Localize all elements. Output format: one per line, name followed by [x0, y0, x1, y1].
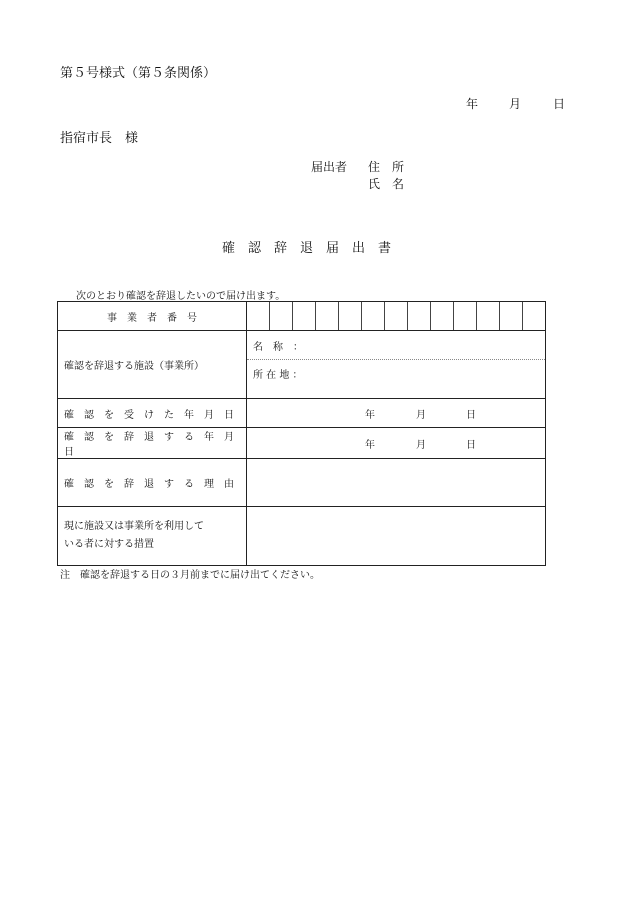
- digit-box[interactable]: [430, 302, 453, 330]
- applicant-name-label: 氏 名: [368, 177, 405, 191]
- withdraw-date-label-cell: [58, 428, 247, 459]
- business-number-label-cell: [58, 302, 247, 331]
- applicant-role-label: 届出者: [311, 160, 348, 174]
- digit-box[interactable]: [453, 302, 476, 330]
- measures-field[interactable]: [247, 507, 546, 566]
- withdraw-date-field[interactable]: [247, 428, 546, 459]
- header-date-year: 年: [466, 97, 479, 111]
- facility-label-cell: [58, 331, 247, 399]
- facility-name-field[interactable]: [247, 331, 545, 360]
- addressee: 指宿市長 様: [60, 131, 139, 146]
- measures-label-line2: いる者に対する措置: [64, 539, 154, 550]
- reason-label-cell: [58, 459, 247, 507]
- intro-text: 次のとおり確認を辞退したいので届け出ます。: [76, 291, 286, 302]
- digit-box[interactable]: [476, 302, 499, 330]
- digit-box[interactable]: [384, 302, 407, 330]
- facility-name-label: 名 称 ：: [253, 341, 303, 353]
- applicant-address-label: 住 所: [368, 160, 405, 174]
- header-date-day: 日: [553, 97, 566, 111]
- business-number-field[interactable]: [247, 302, 546, 331]
- digit-box[interactable]: [247, 302, 269, 330]
- received-date-label-cell: [58, 399, 247, 428]
- digit-box[interactable]: [269, 302, 292, 330]
- header-date-month: 月: [509, 97, 522, 111]
- reason-label: 確 認 を 辞 退 す る 理 由: [64, 479, 234, 490]
- note-text: 注 確認を辞退する日の３月前までに届け出てください。: [60, 570, 320, 581]
- measures-label-line1: 現に施設又は事業所を利用して: [64, 521, 204, 532]
- facility-address-field[interactable]: [247, 360, 545, 398]
- digit-box[interactable]: [407, 302, 430, 330]
- business-number-label: 事 業 者 番 号: [107, 312, 197, 324]
- withdraw-date-day: 日: [466, 440, 476, 451]
- digit-box[interactable]: [315, 302, 338, 330]
- facility-field: [247, 331, 546, 399]
- digit-box[interactable]: [522, 302, 545, 330]
- digit-box[interactable]: [361, 302, 384, 330]
- received-date-month: 月: [416, 410, 426, 421]
- form-number: 第５号様式（第５条関係）: [60, 66, 217, 81]
- business-number-digit-boxes: [247, 302, 545, 330]
- withdraw-date-month: 月: [416, 440, 426, 451]
- reason-field[interactable]: [247, 459, 546, 507]
- facility-address-label: 所 在 地 ：: [253, 370, 303, 381]
- digit-box[interactable]: [292, 302, 315, 330]
- received-date-label: 確 認 を 受 け た 年 月 日: [64, 409, 234, 421]
- digit-box[interactable]: [499, 302, 522, 330]
- document-title: 確 認 辞 退 届 出 書: [222, 241, 392, 256]
- form-table: [57, 301, 546, 563]
- digit-box[interactable]: [338, 302, 361, 330]
- withdraw-date-label: 確 認 を 辞 退 す る 年 月 日: [64, 432, 244, 458]
- measures-label-cell: [58, 507, 247, 566]
- withdraw-date-year: 年: [365, 440, 375, 451]
- received-date-year: 年: [365, 410, 375, 421]
- received-date-field[interactable]: [247, 399, 546, 428]
- received-date-day: 日: [466, 410, 476, 421]
- facility-label: 確認を辞退する施設（事業所）: [64, 361, 204, 372]
